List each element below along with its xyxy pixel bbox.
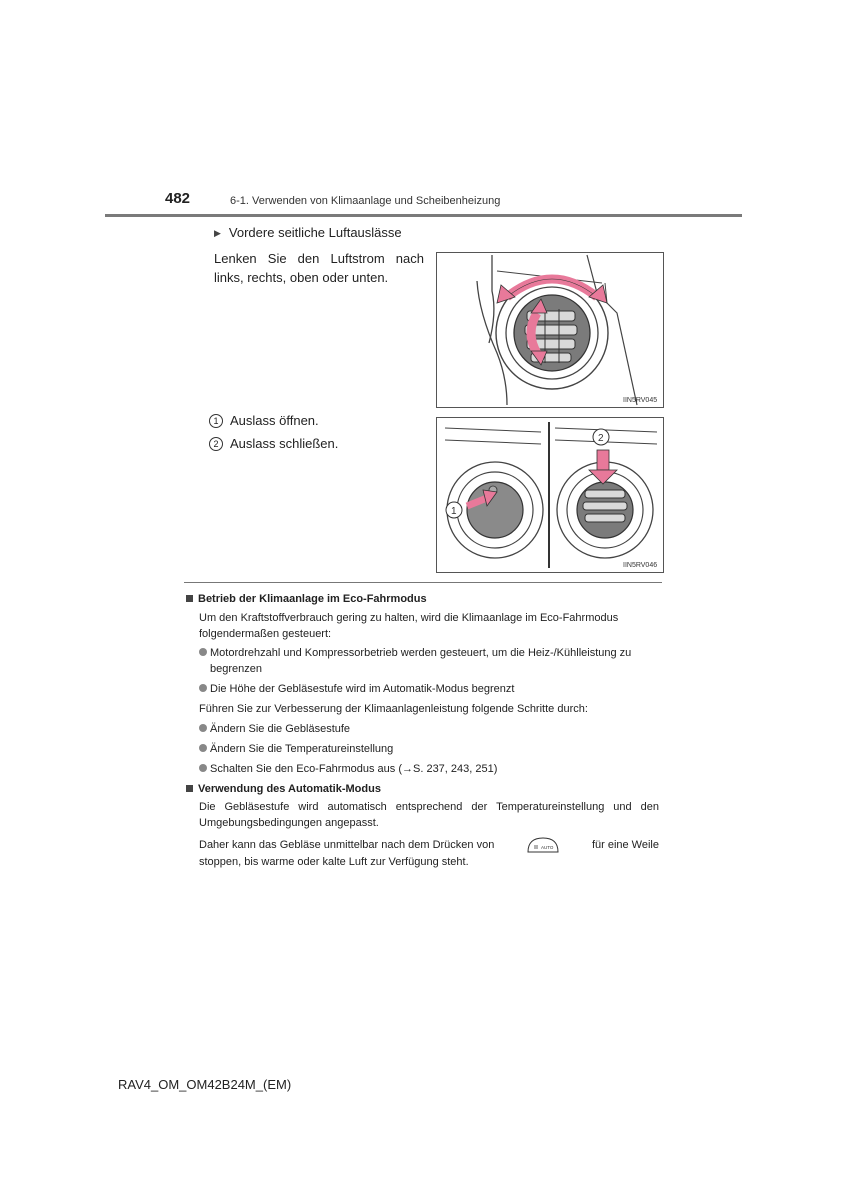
auto-button-icon — [526, 836, 560, 854]
step-open-text: Auslass öffnen. — [230, 413, 319, 428]
separator-rule — [184, 582, 662, 583]
vent-instruction-line-2: links, rechts, oben oder unten. — [214, 270, 389, 285]
section-title: 6-1. Verwenden von Klimaanlage und Scheibenheizung — [230, 195, 501, 207]
round-bullet-icon — [199, 684, 207, 692]
footer-code: RAV4_OM_OM42B24M_(EM) — [118, 1077, 292, 1092]
header-rule — [105, 214, 742, 217]
subsection-heading-text: Vordere seitliche Luftauslässe — [228, 225, 402, 240]
page-reference-arrow-icon: → — [402, 763, 413, 775]
vent-direction-figure — [436, 252, 664, 408]
eco-step-1-text: Ändern Sie die Gebläsestufe — [210, 723, 351, 735]
round-bullet-icon — [199, 764, 207, 772]
eco-step-2 — [199, 741, 672, 757]
triangle-marker-icon: ▶ — [214, 228, 221, 238]
auto-text-1: Die Gebläsestufe wird automatisch entsprechend der Temperatureinstellung und den Umgebungsbedingungen angepasst. — [199, 801, 659, 829]
page-number: 482 — [165, 190, 191, 207]
round-bullet-icon — [199, 744, 207, 752]
step-close-text: Auslass schließen. — [230, 436, 339, 451]
eco-section-title: Betrieb der Klimaanlage im Eco-Fahrmodus — [198, 593, 427, 605]
subsection-heading — [214, 225, 402, 240]
auto-section-title: Verwendung des Automatik-Modus — [198, 783, 381, 795]
eco-bullet-1-text: Motordrehzahl und Kompressorbetrieb werden gesteuert, um die Heiz-/Kühlleistung zu begrenzen — [210, 647, 632, 675]
figure1-code: IIN5RV045 — [623, 397, 658, 404]
square-bullet-icon — [186, 595, 193, 602]
round-bullet-icon — [199, 724, 207, 732]
vent-instruction — [214, 249, 424, 287]
auto-text-2-line-2: stoppen, bis warme oder kalte Luft zur Verfügung steht. — [199, 856, 469, 868]
eco-step-3 — [199, 761, 672, 777]
step-number-1: 1 — [209, 414, 223, 428]
auto-text-2 — [199, 836, 659, 870]
eco-intro-2: Führen Sie zur Verbesserung der Klimaanlagenleistung folgende Schritte durch: — [199, 703, 588, 715]
step-number-2: 2 — [209, 437, 223, 451]
eco-step-2-text: Ändern Sie die Temperatureinstellung — [210, 743, 394, 755]
eco-step-1 — [199, 721, 672, 737]
eco-step-3-text: Schalten Sie den Eco-Fahrmodus aus ( — [210, 763, 402, 775]
eco-section-heading — [186, 591, 662, 607]
auto-section-heading — [186, 781, 662, 797]
auto-button-label: AUTO — [541, 845, 554, 850]
vent-instruction-line-1: Lenken Sie den Luftstrom nach — [214, 251, 424, 266]
page-reference: S. 237, 243, 251) — [413, 763, 498, 775]
svg-text:2: 2 — [598, 433, 604, 444]
svg-text:1: 1 — [451, 506, 457, 517]
step-close — [209, 436, 338, 451]
square-bullet-icon — [186, 785, 193, 792]
eco-bullet-2 — [199, 681, 672, 697]
step-open — [209, 413, 319, 428]
auto-text-2-before: Daher kann das Gebläse unmittelbar nach dem Drücken von — [199, 839, 495, 851]
figure2-code: IIN5RV046 — [623, 562, 658, 569]
auto-text-2-after: für eine Weile — [591, 839, 659, 851]
eco-bullet-2-text: Die Höhe der Gebläsestufe wird im Automatik-Modus begrenzt — [210, 683, 515, 695]
vent-open-close-figure — [436, 417, 664, 573]
eco-intro: Um den Kraftstoffverbrauch gering zu halten, wird die Klimaanlage im Eco-Fahrmodus folgendermaßen gesteuert: — [199, 612, 619, 640]
eco-bullet-1 — [199, 645, 672, 677]
round-bullet-icon — [199, 648, 207, 656]
